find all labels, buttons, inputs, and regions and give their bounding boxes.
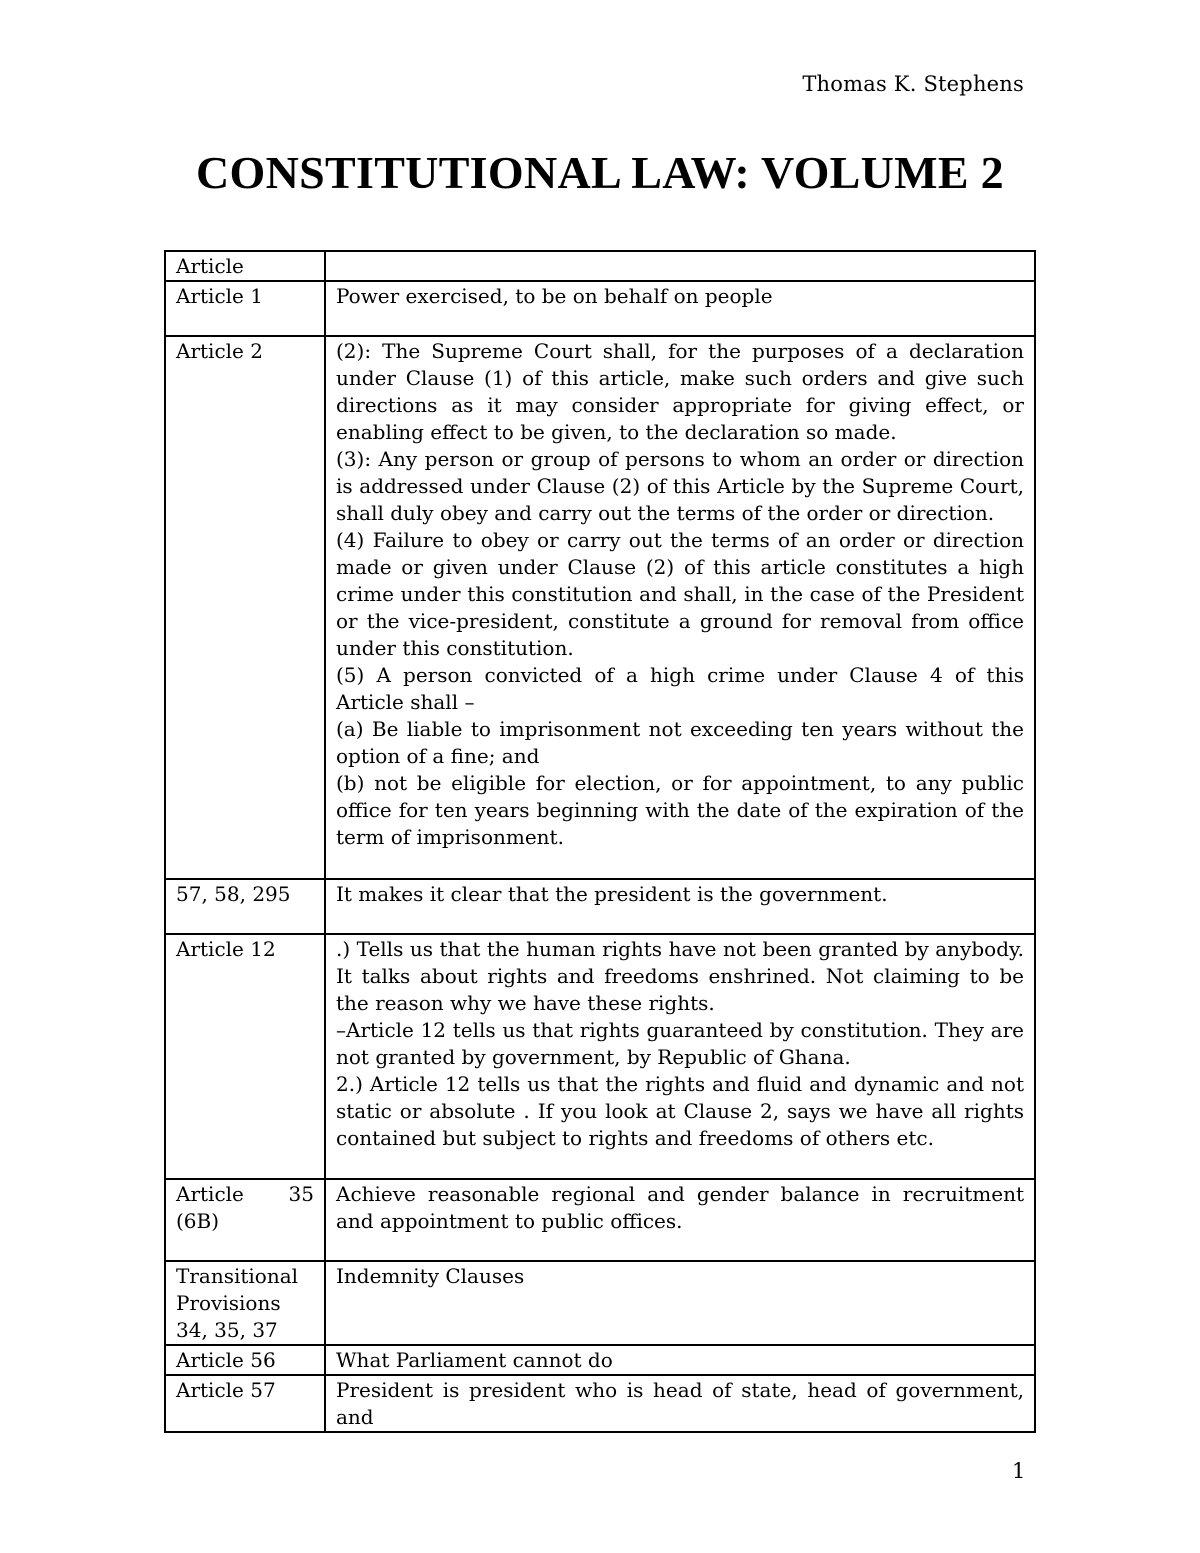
header-author: Thomas K. Stephens: [802, 72, 1024, 96]
header-article-cell: Article: [165, 251, 325, 281]
article-ref: Article 12: [165, 934, 325, 1179]
header-content-cell: [325, 251, 1035, 281]
article-description: [325, 1375, 1035, 1432]
article-description: [325, 281, 1035, 336]
table-row: [165, 1375, 1035, 1432]
description-paragraph: What Parliament cannot do: [336, 1348, 613, 1372]
document-title: CONSTITUTIONAL LAW: VOLUME 2: [196, 147, 1004, 198]
article-ref: Article 56: [165, 1345, 325, 1375]
article-ref: Transitional Provisions 34, 35, 37: [165, 1261, 325, 1345]
description-paragraph: –Article 12 tells us that rights guaranteed by constitution. They are not granted by government, by Republic of Ghana.: [336, 1018, 1024, 1069]
article-ref: Article 2: [165, 336, 325, 879]
table-row: [165, 1261, 1035, 1345]
table-row: [165, 1345, 1035, 1375]
table-row: [165, 879, 1035, 934]
description-paragraph: (b) not be eligible for election, or for appointment, to any public office for ten years beginning with the date of the expiration of the term of imprisonment.: [336, 771, 1024, 849]
description-paragraph: President is president who is head of state, head of government, and: [336, 1378, 1024, 1429]
description-paragraph: (3): Any person or group of persons to whom an order or direction is addressed under Clause (2) of this Article by the Supreme Court, shall duly obey and carry out the terms of the order or direction.: [336, 447, 1024, 525]
article-ref-line: (6B): [176, 1209, 220, 1233]
article-description: [325, 336, 1035, 879]
description-paragraph: .) Tells us that the human rights have not been granted by anybody. It talks about rights and freedoms enshrined. Not claiming to be the reason why we have these rights.: [336, 937, 1024, 1015]
description-paragraph: Achieve reasonable regional and gender balance in recruitment and appointment to public offices.: [336, 1182, 1024, 1233]
description-paragraph: 2.) Article 12 tells us that the rights and fluid and dynamic and not static or absolute . If you look at Clause 2, says we have all rights contained but subject to rights and freedoms of others etc.: [336, 1072, 1024, 1150]
article-ref: [165, 1179, 325, 1261]
table-row: [165, 1179, 1035, 1261]
description-paragraph: Indemnity Clauses: [336, 1264, 525, 1288]
table-row: [165, 934, 1035, 1179]
article-description: [325, 1345, 1035, 1375]
description-paragraph: (5) A person convicted of a high crime under Clause 4 of this Article shall –: [336, 663, 1024, 714]
description-paragraph: (a) Be liable to imprisonment not exceeding ten years without the option of a fine; and: [336, 717, 1024, 768]
article-ref: 57, 58, 295: [165, 879, 325, 934]
description-paragraph: (4) Failure to obey or carry out the terms of an order or direction made or given under Clause (2) of this article constitutes a high crime under this constitution and shall, in the case of the President or the vice-president, constitute a ground for removal from office under this constitution.: [336, 528, 1024, 660]
article-ref: Article 1: [165, 281, 325, 336]
article-description: [325, 1179, 1035, 1261]
article-description: [325, 879, 1035, 934]
table-header-row: [165, 251, 1035, 281]
description-paragraph: (2): The Supreme Court shall, for the purposes of a declaration under Clause (1) of this article, make such orders and give such directions as it may consider appropriate for giving effect, or enabling effect to be given, to the declaration so made.: [336, 339, 1024, 444]
article-description: [325, 1261, 1035, 1345]
description-paragraph: It makes it clear that the president is the government.: [336, 882, 888, 906]
article-ref: Article 57: [165, 1375, 325, 1432]
article-ref-line: Article 35: [176, 1182, 314, 1206]
articles-table: [164, 250, 1036, 1433]
table-row: [165, 336, 1035, 879]
article-description: [325, 934, 1035, 1179]
description-paragraph: Power exercised, to be on behalf on people: [336, 284, 773, 308]
page-number: 1: [1012, 1459, 1026, 1483]
table-row: [165, 281, 1035, 336]
